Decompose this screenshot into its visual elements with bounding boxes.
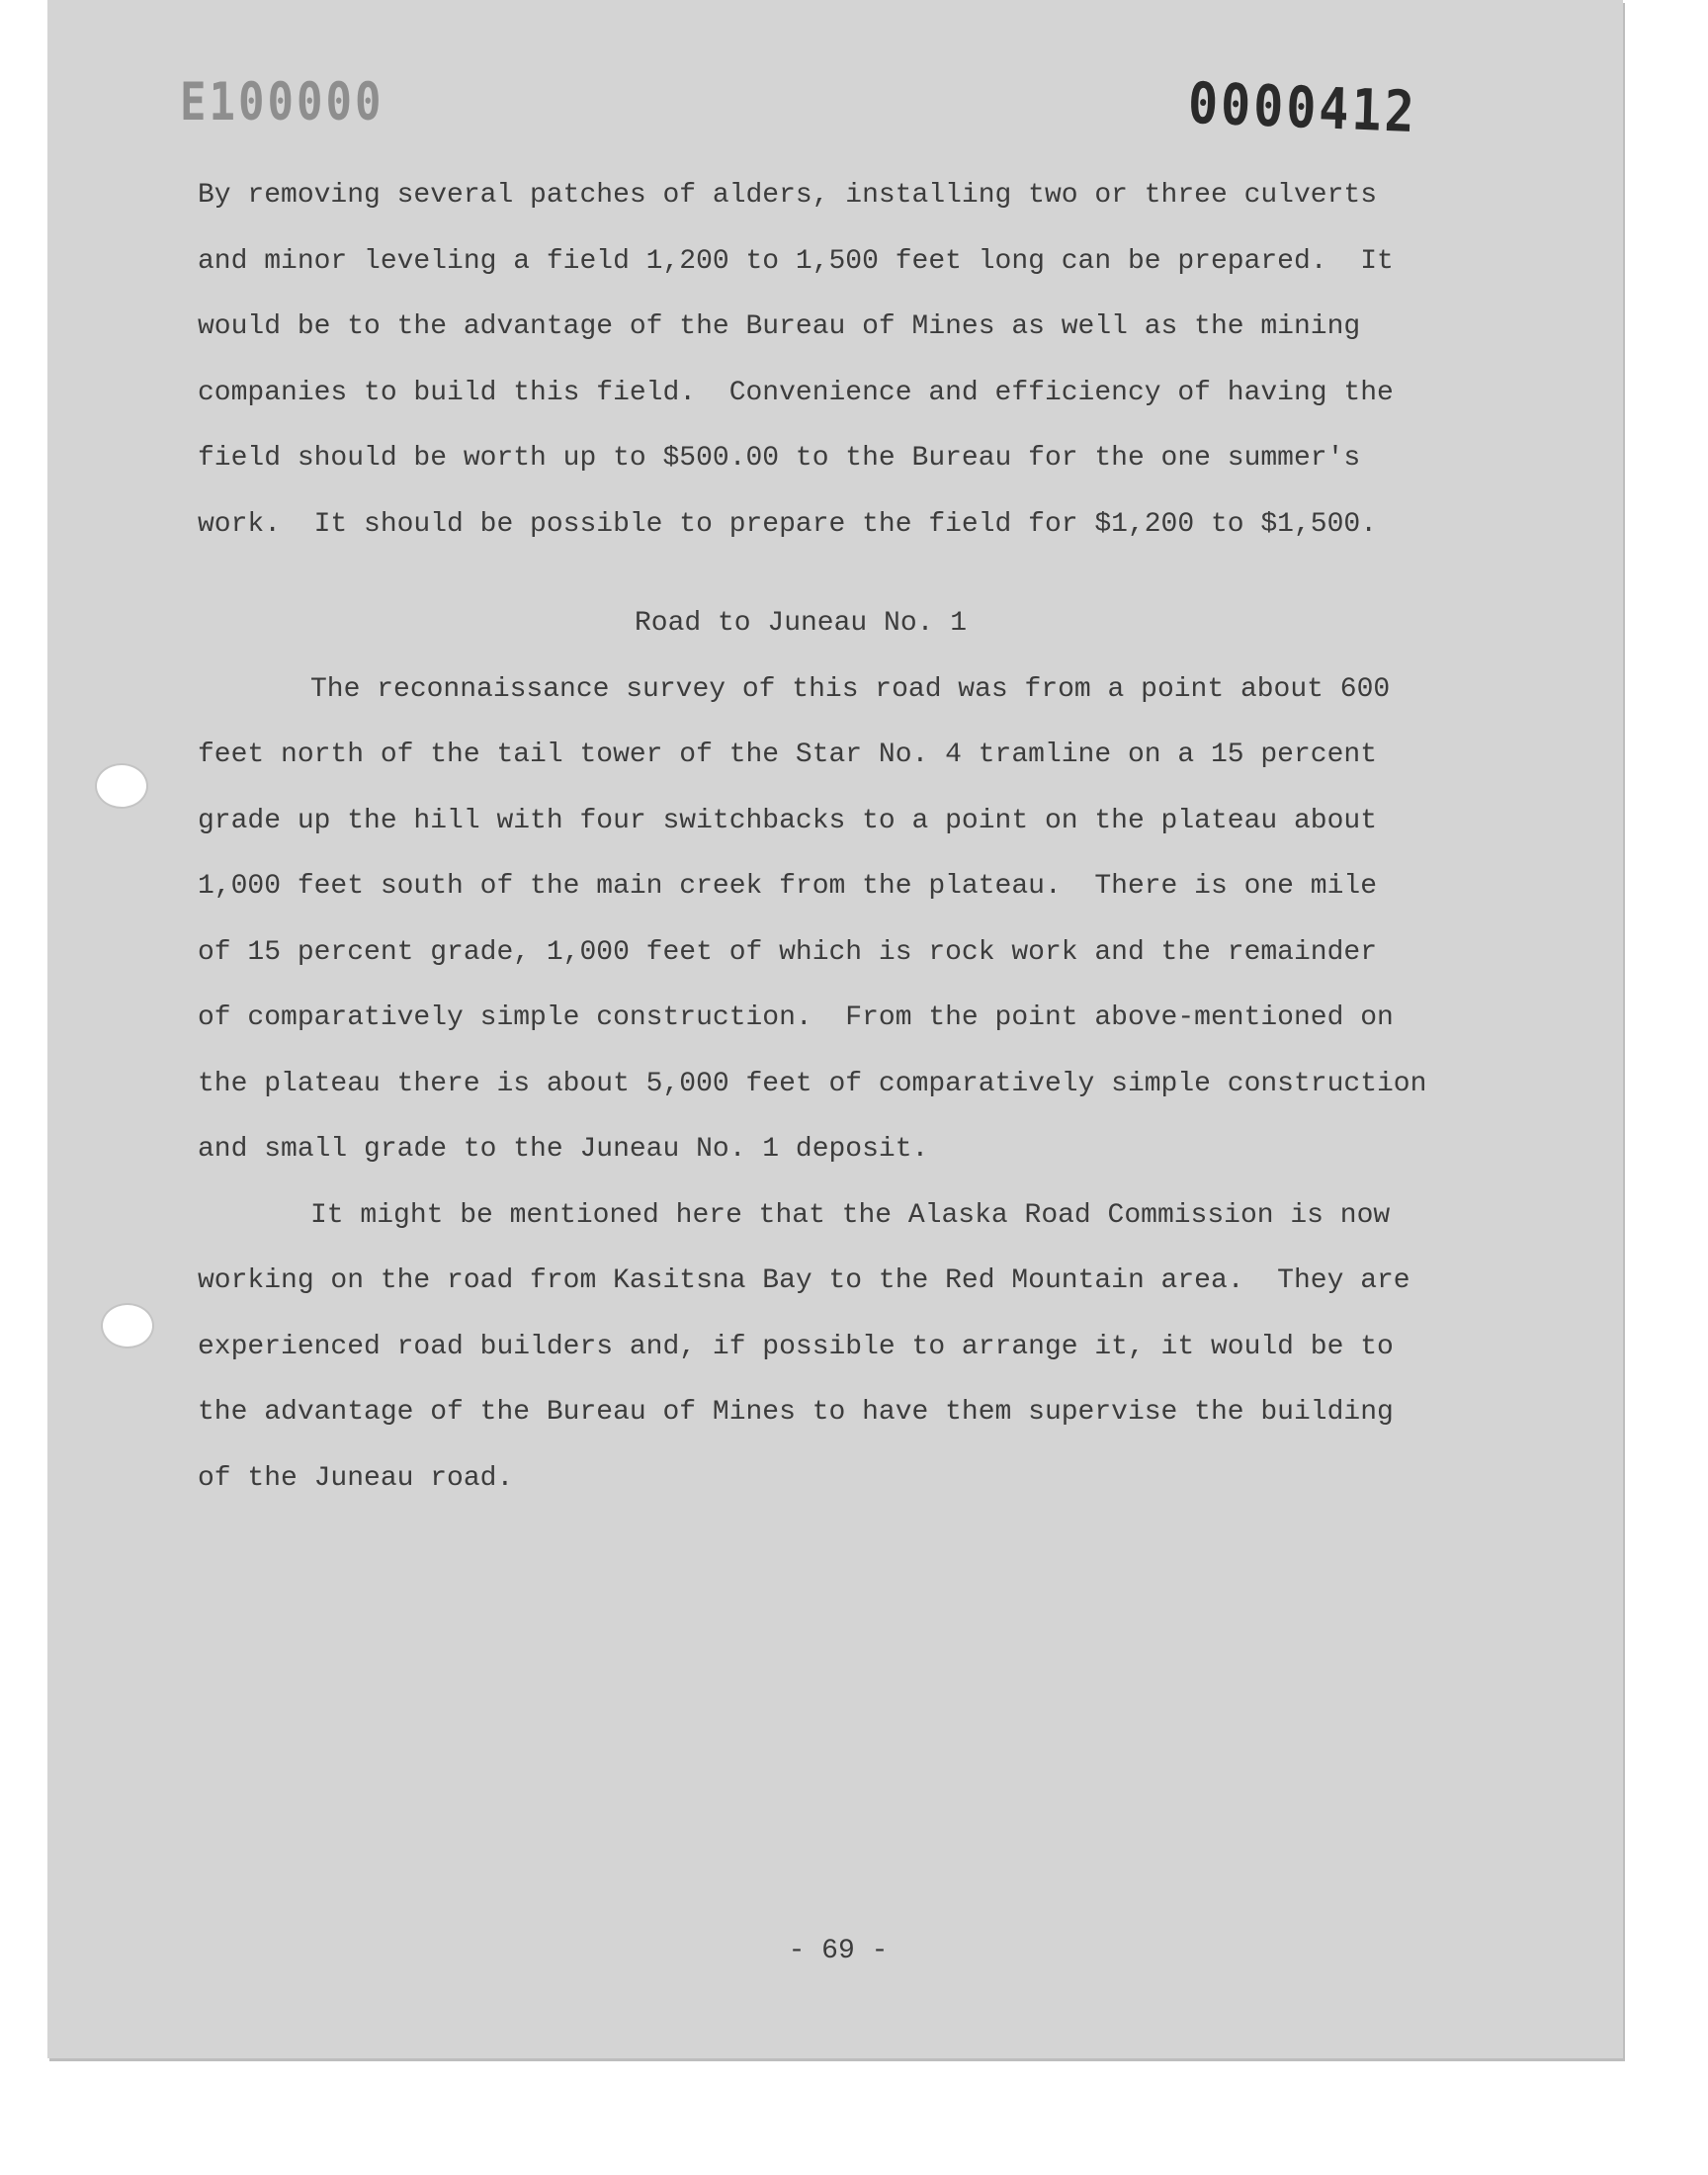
- text-line: the advantage of the Bureau of Mines to have them supervise the building: [198, 1397, 1394, 1428]
- text-line: 1,000 feet south of the main creek from the plateau. There is one mile: [198, 871, 1377, 902]
- paragraph-road-commission: [198, 1183, 1502, 1513]
- punch-hole: [95, 763, 148, 809]
- text-line: the plateau there is about 5,000 feet of comparatively simple construction: [198, 1068, 1427, 1099]
- text-line: work. It should be possible to prepare the field for $1,200 to $1,500.: [198, 508, 1377, 540]
- section-heading: Road to Juneau No. 1: [634, 608, 968, 639]
- text-line: companies to build this field. Convenience and efficiency of having the: [198, 377, 1394, 408]
- text-line: and small grade to the Juneau No. 1 deposit.: [198, 1134, 929, 1165]
- text-line: of the Juneau road.: [198, 1462, 514, 1494]
- document-body: [198, 163, 1502, 1512]
- text-line: working on the road from Kasitsna Bay to the Red Mountain area. They are: [198, 1265, 1410, 1296]
- text-line: feet north of the tail tower of the Star No. 4 tramline on a 15 percent: [198, 740, 1377, 770]
- text-line: of comparatively simple construction. From the point above-mentioned on: [198, 1002, 1394, 1033]
- page-number: - 69 -: [788, 1936, 889, 1966]
- text-line: field should be worth up to $500.00 to the Bureau for the one summer's: [198, 443, 1361, 474]
- stamp-left: E100000: [180, 71, 384, 133]
- text-line: The reconnaissance survey of this road was from a point about 600: [310, 673, 1391, 705]
- text-line: and minor leveling a field 1,200 to 1,500 feet long can be prepared. It: [198, 245, 1394, 277]
- paragraph-field: [198, 163, 1502, 558]
- stamp-right: 0000412: [1187, 70, 1418, 145]
- text-line: grade up the hill with four switchbacks to a point on the plateau about: [198, 805, 1377, 836]
- punch-hole: [101, 1303, 154, 1348]
- text-line: By removing several patches of alders, installing two or three culverts: [198, 180, 1377, 211]
- text-line: It might be mentioned here that the Alaska Road Commission is now: [310, 1199, 1391, 1231]
- text-line: of 15 percent grade, 1,000 feet of which is rock work and the remainder: [198, 936, 1377, 968]
- text-line: would be to the advantage of the Bureau of Mines as well as the mining: [198, 311, 1361, 342]
- text-line: experienced road builders and, if possible to arrange it, it would be to: [198, 1331, 1394, 1362]
- paragraph-survey: [198, 657, 1502, 1183]
